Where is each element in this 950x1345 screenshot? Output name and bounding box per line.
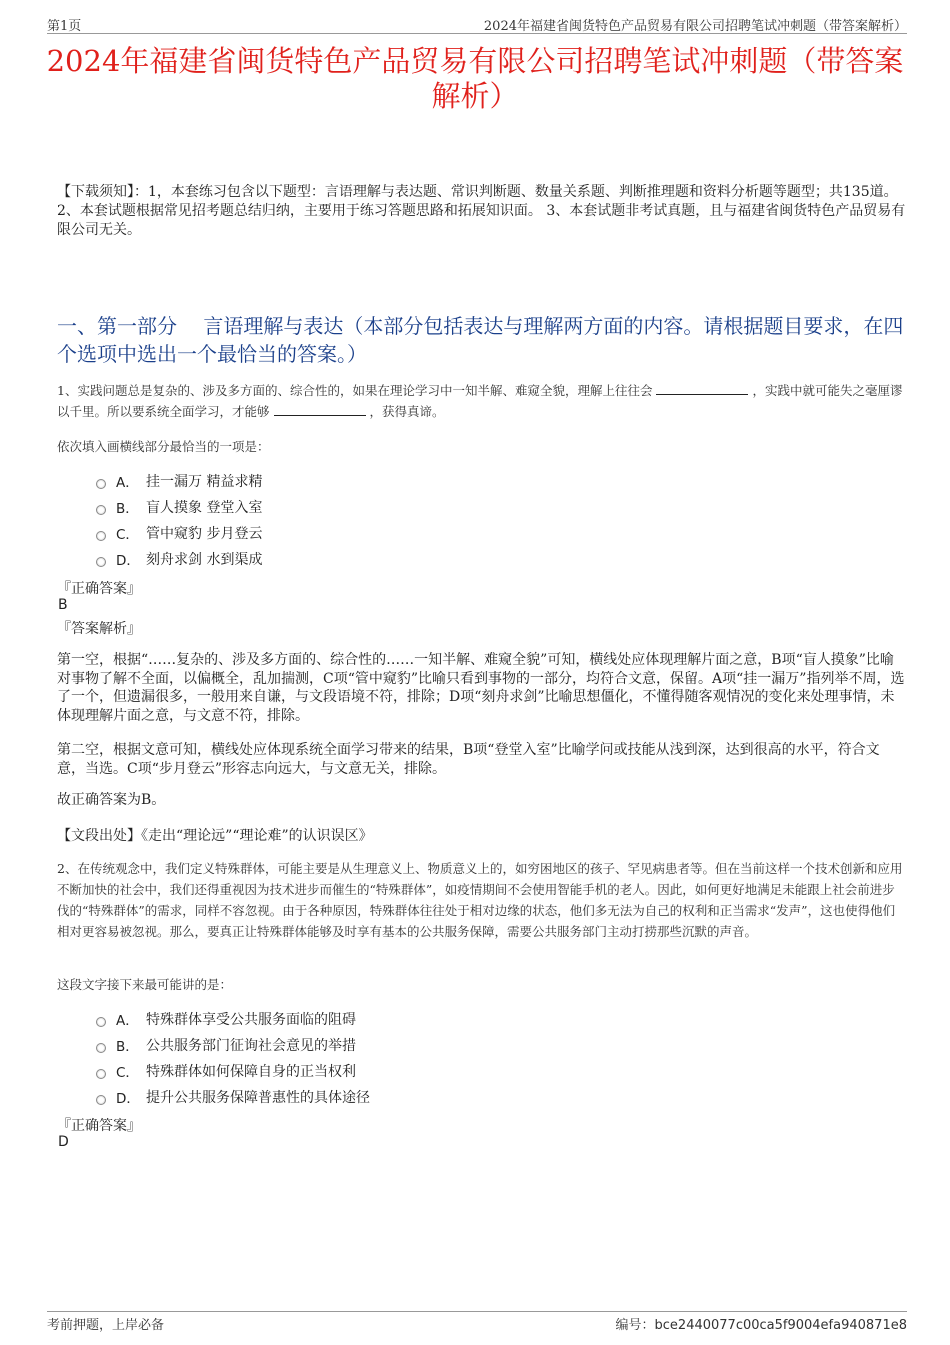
download-notice: 【下载须知】：1，本套练习包含以下题型：言语理解与表达题、常识判断题、数量关系题、判断推理题和资料分析题等题型；共135道。 2、本套试题根据常见招考题总结归纳，主要用于练习答题思路和拓展知识面。 3、本套试题非考试真题，且与福建省闽货特色产品贸易有限公司无关。 [57, 184, 906, 238]
document-code: 编号：bce2440077c00ca5f9004efa940871e8 [615, 1318, 907, 1333]
radio-button-icon[interactable] [96, 479, 106, 489]
option-b[interactable]: B． 公共服务部门征询社会意见的举措 [96, 1032, 596, 1058]
question-1-text: 1、实践问题总是复杂的、涉及多方面的、综合性的，如果在理论学习中一知半解、难窥全貌，理解上往往会 ，实践中就可能失之毫厘谬以千里。所以要系统全面学习，才能够 ，获得真谛。 [57, 383, 903, 419]
option-c[interactable]: C． 管中窥豹 步月登云 [96, 520, 596, 546]
footer-slogan: 考前押题，上岸必备 [47, 1318, 165, 1333]
radio-button-icon[interactable] [96, 505, 106, 515]
fill-blank-1 [656, 382, 748, 395]
analysis-conclusion: 故正确答案为B。 [57, 792, 166, 808]
correct-answer: B [58, 597, 68, 613]
option-c[interactable]: C． 特殊群体如何保障自身的正当权利 [96, 1058, 596, 1084]
radio-button-icon[interactable] [96, 1095, 106, 1105]
header-rule [47, 33, 907, 34]
option-a[interactable]: A． 特殊群体享受公共服务面临的阻碍 [96, 1006, 596, 1032]
analysis-paragraph-1: 第一空，根据“……复杂的、涉及多方面的、综合性的……一知半解、难窥全貌”可知，横线处应体现理解片面之意，B项“盲人摸象”比喻对事物了解不全面，以偏概全，乱加揣测，C项“管中窥豹”比喻只看到事物的一部分，均符合文意，保留。A项“挂一漏万”指列举不周，选了一个，但遗漏很多，一般用来自谦，与文段语境不符，排除；D项“刻舟求剑”比喻思想僵化，不懂得随客观情况的变化来处理事情，未体现理解片面之意，与文意不符，排除。 [57, 652, 905, 724]
radio-button-icon[interactable] [96, 1017, 106, 1027]
radio-button-icon[interactable] [96, 557, 106, 567]
option-b[interactable]: B． 盲人摸象 登堂入室 [96, 494, 596, 520]
page-header [0, 0, 950, 34]
analysis-label: 『答案解析』 [57, 621, 141, 637]
analysis-paragraph-2: 第二空，根据文意可知，横线处应体现系统全面学习带来的结果，B项“登堂入室”比喻学问或技能从浅到深，达到很高的水平，符合文意，当选。C项“步月登云”形容志向远大，与文意无关，排除。 [57, 742, 880, 777]
option-d[interactable]: D． 刻舟求剑 水到渠成 [96, 546, 596, 572]
radio-button-icon[interactable] [96, 1069, 106, 1079]
question-2-prompt: 这段文字接下来最可能讲的是： [57, 977, 233, 992]
section-heading: 一、第一部分 言语理解与表达（本部分包括表达与理解两方面的内容。请根据题目要求，在四个选项中选出一个最恰当的答案。） [57, 314, 904, 366]
radio-button-icon[interactable] [96, 531, 106, 541]
fill-blank-2 [274, 403, 366, 416]
radio-button-icon[interactable] [96, 1043, 106, 1053]
question-2-options [96, 1006, 596, 1110]
option-a[interactable]: A． 挂一漏万 精益求精 [96, 468, 596, 494]
header-doc-title: 2024年福建省闽货特色产品贸易有限公司招聘笔试冲刺题（带答案解析） [483, 19, 907, 34]
page-number: 第1页 [47, 19, 82, 34]
footer-rule [47, 1311, 907, 1312]
question-1-options [96, 468, 596, 572]
option-d[interactable]: D． 提升公共服务保障普惠性的具体途径 [96, 1084, 596, 1110]
passage-source: 【文段出处】《走出“理论远”“理论难”的认识误区》 [57, 828, 373, 844]
question-2-text: 2、在传统观念中，我们定义特殊群体，可能主要是从生理意义上、物质意义上的，如穷困地区的孩子、罕见病患者等。但在当前这样一个技术创新和应用不断加快的社会中，我们还得重视因为技术进步而催生的“特殊群体”，如疫情期间不会使用智能手机的老人。因此，如何更好地满足未能跟上社会前进步伐的“特殊群体”的需求，同样不容忽视。由于各种原因，特殊群体往往处于相对边缘的状态，他们多无法为自己的权利和正当需求“发声”，这也使得他们相对更容易被忽视。那么，要真正让特殊群体能够及时享有基本的公共服务保障，需要公共服务部门主动打捞那些沉默的声音。 [57, 861, 903, 939]
document-title: 2024年福建省闽货特色产品贸易有限公司招聘笔试冲刺题（带答案解析） [46, 44, 904, 113]
question-1-prompt: 依次填入画横线部分最恰当的一项是： [57, 439, 270, 454]
correct-answer-label: 『正确答案』 [57, 581, 141, 597]
correct-answer-label: 『正确答案』 [57, 1118, 141, 1134]
correct-answer: D [58, 1134, 69, 1150]
